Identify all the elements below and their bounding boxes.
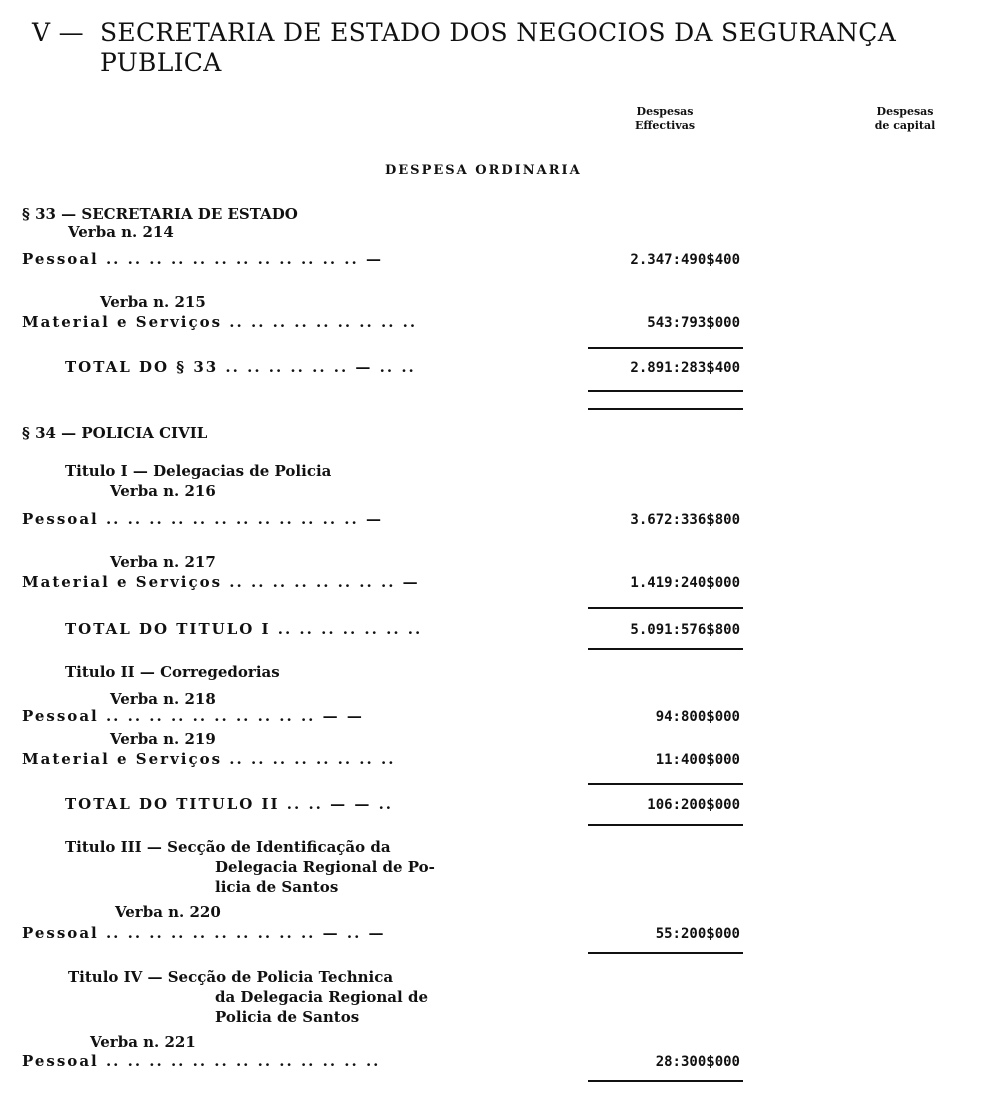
verba-label: Verba n. 219 bbox=[110, 730, 216, 748]
col-header-effectivas bbox=[610, 105, 720, 133]
verba-label: Verba n. 215 bbox=[100, 293, 206, 311]
rule bbox=[588, 347, 743, 349]
amount: 94:800$000 bbox=[655, 709, 740, 725]
col-header-line: Despesas bbox=[636, 105, 694, 118]
amount: 2.347:490$400 bbox=[630, 252, 740, 268]
verba-label: Verba n. 216 bbox=[110, 482, 216, 500]
amount: 28:300$000 bbox=[655, 1054, 740, 1070]
verba-label: Verba n. 214 bbox=[68, 223, 174, 241]
verba-label: Verba n. 221 bbox=[90, 1033, 196, 1051]
total-amount: 2.891:283$400 bbox=[630, 360, 740, 376]
col-header-line: Effectivas bbox=[634, 119, 696, 132]
total-label: TOTAL DO § 33 .. .. .. .. .. .. — .. .. bbox=[65, 358, 416, 376]
line-label: Material e Serviços .. .. .. .. .. .. .. .. bbox=[22, 750, 396, 768]
rule bbox=[588, 952, 743, 954]
amount: 543:793$000 bbox=[647, 315, 740, 331]
verba-label: Verba n. 217 bbox=[110, 553, 216, 571]
titulo-heading-cont: licia de Santos bbox=[215, 878, 339, 896]
line-label: Pessoal .. .. .. .. .. .. .. .. .. .. — — bbox=[22, 707, 364, 725]
line-label: Material e Serviços .. .. .. .. .. .. .. .. — bbox=[22, 573, 420, 591]
rule bbox=[588, 1080, 743, 1082]
rule bbox=[588, 390, 743, 392]
amount: 55:200$000 bbox=[655, 926, 740, 942]
titulo-heading-cont: da Delegacia Regional de bbox=[215, 988, 428, 1006]
para-heading: § 34 — POLICIA CIVIL bbox=[22, 424, 208, 442]
rule bbox=[588, 408, 743, 410]
page-title: SECRETARIA DE ESTADO DOS NEGOCIOS DA SEGURANÇA bbox=[100, 18, 897, 47]
line-label: Pessoal .. .. .. .. .. .. .. .. .. .. .. .. — bbox=[22, 250, 383, 268]
titulo-heading-cont: Policia de Santos bbox=[215, 1008, 360, 1026]
titulo-heading-cont: Delegacia Regional de Po- bbox=[215, 858, 435, 876]
rule bbox=[588, 824, 743, 826]
total-label: TOTAL DO TITULO II .. .. — — .. bbox=[65, 795, 394, 813]
verba-label: Verba n. 218 bbox=[110, 690, 216, 708]
section-roman: V — bbox=[32, 18, 84, 47]
para-heading: § 33 — SECRETARIA DE ESTADO bbox=[22, 205, 298, 223]
amount: 3.672:336$800 bbox=[630, 512, 740, 528]
rule bbox=[588, 648, 743, 650]
line-label: Pessoal .. .. .. .. .. .. .. .. .. .. .. .. — bbox=[22, 510, 383, 528]
page-title-cont: PUBLICA bbox=[100, 48, 222, 77]
titulo-heading: Titulo I — Delegacias de Policia bbox=[65, 462, 332, 480]
titulo-heading: Titulo II — Corregedorias bbox=[65, 663, 280, 681]
line-label: Pessoal .. .. .. .. .. .. .. .. .. .. .. .. .. bbox=[22, 1052, 381, 1070]
amount: 1.419:240$000 bbox=[630, 575, 740, 591]
rule bbox=[588, 783, 743, 785]
rule bbox=[588, 607, 743, 609]
col-header-line: de capital bbox=[874, 119, 936, 132]
section-heading: DESPESA ORDINARIA bbox=[385, 163, 582, 178]
col-header-line: Despesas bbox=[876, 105, 934, 118]
titulo-heading: Titulo IV — Secção de Policia Technica bbox=[68, 968, 394, 986]
verba-label: Verba n. 220 bbox=[115, 903, 221, 921]
total-amount: 5.091:576$800 bbox=[630, 622, 740, 638]
col-header-capital bbox=[850, 105, 960, 133]
amount: 11:400$000 bbox=[655, 752, 740, 768]
line-label: Material e Serviços .. .. .. .. .. .. .. .. .. bbox=[22, 313, 418, 331]
total-amount: 106:200$000 bbox=[647, 797, 740, 813]
total-label: TOTAL DO TITULO I .. .. .. .. .. .. .. bbox=[65, 620, 423, 638]
line-label: Pessoal .. .. .. .. .. .. .. .. .. .. — .. — bbox=[22, 924, 386, 942]
titulo-heading: Titulo III — Secção de Identificação da bbox=[65, 838, 391, 856]
